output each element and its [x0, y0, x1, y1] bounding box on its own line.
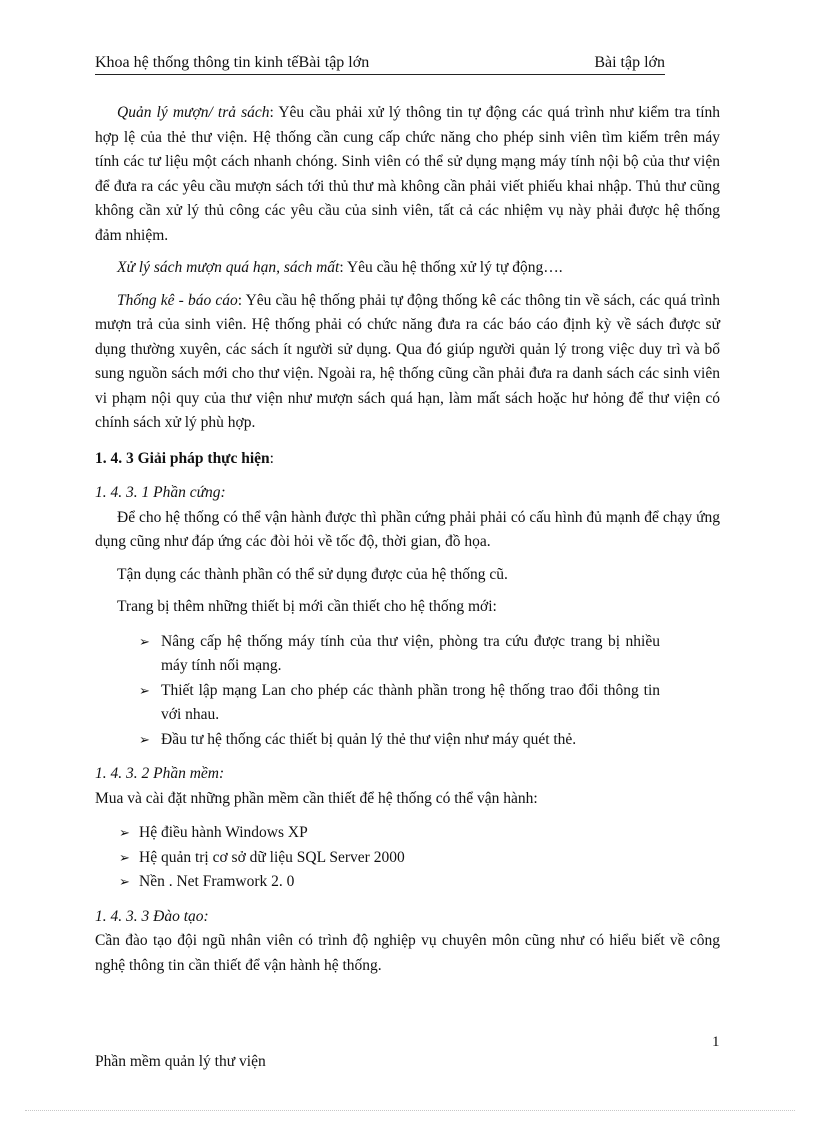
- hardware-paragraph-3: Trang bị thêm những thiết bị mới cần thiết cho hệ thống mới:: [117, 598, 497, 615]
- list-item: [95, 630, 720, 679]
- header-right: Bài tập lớn: [594, 54, 665, 71]
- page-header: [95, 52, 665, 75]
- list-item-text: Hệ quản trị cơ sở dữ liệu SQL Server 2000: [139, 848, 405, 866]
- page-number: 1: [712, 1034, 720, 1050]
- training-paragraph-1: Cần đào tạo đội ngũ nhân viên có trình độ nghiệp vụ chuyên môn cũng như có hiểu biết về công nghệ thông tin cần thiết để vận hành hệ thống.: [95, 932, 720, 974]
- arrow-bullet-icon: ➢: [139, 731, 150, 747]
- page-break-divider: [25, 1110, 795, 1111]
- paragraph-overdue: [95, 256, 720, 281]
- list-item-text: Nền . Net Framwork 2. 0: [139, 873, 295, 890]
- section-heading: [95, 447, 720, 472]
- header-left: Khoa hệ thống thông tin kinh tếBài tập lớn: [95, 54, 370, 71]
- page-footer: Phần mềm quản lý thư viện: [95, 1053, 266, 1070]
- page-content: [95, 101, 720, 978]
- hardware-list: [95, 630, 720, 753]
- paragraph-report: [95, 289, 720, 436]
- list-item-text: Đầu tư hệ thống các thiết bị quản lý thẻ thư viện như máy quét thẻ.: [161, 730, 577, 748]
- hardware-heading: 1. 4. 3. 1 Phần cứng:: [95, 484, 226, 501]
- hardware-paragraph-1: Để cho hệ thống có thể vận hành được thì phần cứng phải phải có cấu hình đủ mạnh để chạy ứng dụng cũng như đáp ứng các đòi hỏi về tốc độ, thời gian, đồ họa.: [95, 508, 720, 550]
- software-paragraph-1: Mua và cài đặt những phần mềm cần thiết để hệ thống có thể vận hành:: [95, 789, 538, 807]
- training-heading: 1. 4. 3. 3 Đào tạo:: [95, 907, 209, 925]
- section-heading-colon: :: [269, 449, 274, 467]
- paragraph-body: : Yêu cầu hệ thống phải tự động thống kê các thông tin về sách, các quá trình mượn trả của sinh viên. Hệ thống phải có chức năng đưa ra các báo cáo định kỳ về sách được sử dụng thường xuyên, các sách ít người sử dụng. Qua đó giúp người quản lý trong việc duy trì và bổ sung nguồn sách mới cho thư viện. Ngoài ra, hệ thống cũng cần phải đưa ra danh sách các sinh viên vi phạm nội quy của thư viện như mượn sách quá hạn, làm mất sách hoặc hư hỏng để thư viện có chính sách xử lý phù hợp.: [95, 291, 720, 431]
- arrow-bullet-icon: ➢: [119, 849, 130, 865]
- list-item: [95, 846, 720, 871]
- paragraph-title: Quản lý mượn/ trả sách: [117, 104, 270, 121]
- list-item: [95, 870, 720, 895]
- list-item: [95, 679, 720, 728]
- arrow-bullet-icon: ➢: [119, 825, 130, 840]
- paragraph-title: Xử lý sách mượn quá hạn, sách mất: [117, 259, 340, 276]
- list-item-text: Hệ điều hành Windows XP: [139, 824, 308, 841]
- hardware-paragraph-2: Tận dụng các thành phần có thể sử dụng được của hệ thống cũ.: [117, 565, 508, 583]
- section-heading-text: 1. 4. 3 Giải pháp thực hiện: [95, 449, 270, 467]
- list-item-text: Nâng cấp hệ thống máy tính của thư viện, phòng tra cứu được trang bị nhiều máy tính nối mạng.: [161, 632, 660, 674]
- arrow-bullet-icon: ➢: [139, 682, 150, 698]
- arrow-bullet-icon: ➢: [119, 874, 130, 889]
- arrow-bullet-icon: ➢: [139, 633, 150, 649]
- list-item-text: Thiết lập mạng Lan cho phép các thành phần trong hệ thống trao đổi thông tin với nhau.: [161, 681, 660, 723]
- list-item: [95, 821, 720, 846]
- paragraph-body: : Yêu cầu phải xử lý thông tin tự động các quá trình như kiểm tra tính hợp lệ của thẻ thư viện. Hệ thống cần cung cấp chức năng cho phép sinh viên tìm kiếm trên máy tính các tư liệu một cách nhanh chóng. Sinh viên có thể sử dụng mạng máy tính nội bộ của thư viện để đưa ra các yêu cầu mượn sách tới thủ thư mà không cần phải viết phiếu khai nhập. Thủ thư cũng không cần xử lý thủ công các yêu cầu của sinh viên, tất cả các nhiệm vụ này phải được hệ thống đảm nhiệm.: [95, 104, 721, 244]
- software-heading: 1. 4. 3. 2 Phần mềm:: [95, 765, 225, 782]
- paragraph-body: : Yêu cầu hệ thống xử lý tự động….: [339, 259, 563, 276]
- paragraph-borrow-return: [95, 101, 720, 248]
- paragraph-title: Thống kê - báo cáo: [117, 291, 238, 309]
- software-list: [95, 821, 720, 895]
- list-item: [95, 728, 720, 753]
